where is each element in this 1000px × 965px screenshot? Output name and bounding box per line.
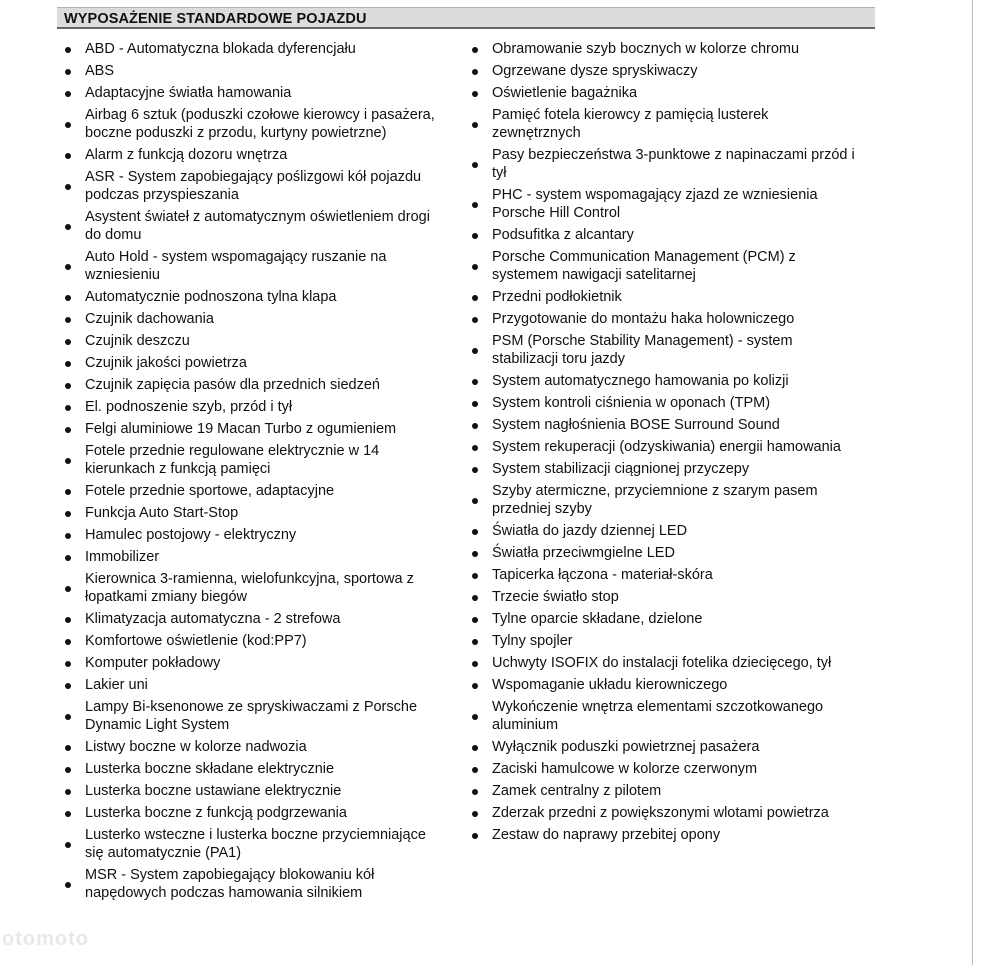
list-item-text: System automatycznego hamowania po kolizji [492,373,789,389]
bullet-icon [65,458,71,464]
list-item-text: Czujnik deszczu [85,333,190,349]
bullet-icon [472,833,478,839]
list-item [0,308,460,330]
list-item-text: Zestaw do naprawy przebitej opony [492,827,721,843]
bullet-icon [65,511,71,517]
page-edge-line [972,0,973,965]
bullet-icon [472,401,478,407]
list-item [407,758,867,780]
list-item [407,630,867,652]
list-item-text: Lusterka boczne ustawiane elektrycznie [85,783,342,799]
bullet-icon [65,489,71,495]
bullet-icon [472,661,478,667]
bullet-icon [472,767,478,773]
list-item [407,652,867,674]
bullet-icon [65,47,71,53]
list-item [407,104,867,144]
list-item [0,674,460,696]
list-item-text: Pasy bezpieczeństwa 3-punktowe z napinaczami przód i tył [492,147,855,181]
bullet-icon [472,379,478,385]
equipment-list-right [407,38,867,846]
list-item [407,184,867,224]
list-item-text: System nagłośnienia BOSE Surround Sound [492,417,780,433]
list-item [0,60,460,82]
bullet-icon [65,339,71,345]
bullet-icon [472,423,478,429]
list-item-text: Światła przeciwmgielne LED [492,545,675,561]
list-item [0,652,460,674]
list-item [0,82,460,104]
bullet-icon [472,47,478,53]
list-item [0,696,460,736]
bullet-icon [65,842,71,848]
list-item [0,396,460,418]
list-item [0,608,460,630]
bullet-icon [472,122,478,128]
list-item [0,758,460,780]
list-item [0,166,460,206]
list-item [0,480,460,502]
bullet-icon [472,467,478,473]
bullet-icon [472,595,478,601]
list-item-text: Lusterko wsteczne i lusterka boczne przyciemniające się automatycznie (PA1) [85,827,426,861]
bullet-icon [472,617,478,623]
list-item [0,246,460,286]
list-item [407,542,867,564]
list-item [0,206,460,246]
list-item [0,824,460,864]
list-item [0,568,460,608]
list-item-text: ABS [85,63,115,79]
list-item [407,586,867,608]
section-title: WYPOSAŻENIE STANDARDOWE POJAZDU [64,11,367,27]
list-item-text: PHC - system wspomagający zjazd ze wzniesienia Porsche Hill Control [492,187,818,221]
equipment-list-left [0,38,460,904]
list-item-text: Światła do jazdy dziennej LED [492,523,688,539]
list-item-text: Porsche Communication Management (PCM) z systemem nawigacji satelitarnej [492,249,796,283]
bullet-icon [472,498,478,504]
list-item-text: Wspomaganie układu kierowniczego [492,677,728,693]
watermark: otomoto [2,928,89,950]
list-item [0,802,460,824]
list-item-text: Lusterka boczne składane elektrycznie [85,761,335,777]
bullet-icon [65,153,71,159]
list-item [0,374,460,396]
bullet-icon [65,586,71,592]
list-item-text: Hamulec postojowy - elektryczny [85,527,297,543]
list-item-text: Ogrzewane dysze spryskiwaczy [492,63,698,79]
bullet-icon [65,714,71,720]
list-item [0,330,460,352]
list-item-text: Uchwyty ISOFIX do instalacji fotelika dziecięcego, tył [492,655,832,671]
list-item [407,370,867,392]
list-item [407,608,867,630]
bullet-icon [472,348,478,354]
list-item-text: Alarm z funkcją dozoru wnętrza [85,147,288,163]
list-item-text: MSR - System zapobiegający blokowaniu kół napędowych podczas hamowania silnikiem [85,867,375,901]
list-item [0,352,460,374]
list-item [0,736,460,758]
list-item-text: El. podnoszenie szyb, przód i tył [85,399,293,415]
list-item-text: Podsufitka z alcantary [492,227,634,243]
list-item-text: PSM (Porsche Stability Management) - system stabilizacji toru jazdy [492,333,793,367]
list-item-text: Wyłącznik poduszki powietrznej pasażera [492,739,760,755]
list-item [0,524,460,546]
list-item-text: Listwy boczne w kolorze nadwozia [85,739,307,755]
bullet-icon [65,555,71,561]
bullet-icon [65,405,71,411]
bullet-icon [472,551,478,557]
bullet-icon [472,69,478,75]
list-item-text: Asystent świateł z automatycznym oświetleniem drogi do domu [85,209,430,243]
section-header [57,7,875,29]
list-item-text: Lakier uni [85,677,148,693]
list-item-text: Pamięć fotela kierowcy z pamięcią lusterek zewnętrznych [492,107,769,141]
list-item-text: Tylny spojler [492,633,573,649]
bullet-icon [472,683,478,689]
list-item [407,414,867,436]
list-item-text: Zderzak przedni z powiększonymi wlotami powietrza [492,805,829,821]
bullet-icon [65,383,71,389]
bullet-icon [65,361,71,367]
list-item [407,480,867,520]
list-item-text: Auto Hold - system wspomagający ruszanie na wzniesieniu [85,249,387,283]
list-item-text: Czujnik zapięcia pasów dla przednich siedzeń [85,377,380,393]
list-item [407,308,867,330]
list-item-text: Automatycznie podnoszona tylna klapa [85,289,337,305]
bullet-icon [472,91,478,97]
list-item-text: System kontroli ciśnienia w oponach (TPM) [492,395,771,411]
list-item-text: Fotele przednie sportowe, adaptacyjne [85,483,335,499]
list-item-text: Szyby atermiczne, przyciemnione z szarym pasem przedniej szyby [492,483,818,517]
list-item [0,546,460,568]
bullet-icon [65,91,71,97]
list-item-text: Kierownica 3-ramienna, wielofunkcyjna, sportowa z łopatkami zmiany biegów [85,571,414,605]
list-item [0,38,460,60]
list-item-text: Lusterka boczne z funkcją podgrzewania [85,805,347,821]
list-item [407,224,867,246]
bullet-icon [65,317,71,323]
list-item [407,736,867,758]
list-item [407,38,867,60]
bullet-icon [65,184,71,190]
bullet-icon [65,811,71,817]
bullet-icon [472,811,478,817]
list-item-text: System rekuperacji (odzyskiwania) energii hamowania [492,439,841,455]
list-item-text: Zaciski hamulcowe w kolorze czerwonym [492,761,758,777]
list-item-text: Wykończenie wnętrza elementami szczotkowanego aluminium [492,699,824,733]
list-item-text: Adaptacyjne światła hamowania [85,85,292,101]
bullet-icon [472,529,478,535]
list-item-text: Obramowanie szyb bocznych w kolorze chromu [492,41,800,57]
list-item-text: Immobilizer [85,549,160,565]
bullet-icon [65,264,71,270]
list-item [407,392,867,414]
list-item [0,502,460,524]
bullet-icon [472,745,478,751]
list-item-text: Przedni podłokietnik [492,289,622,305]
list-item-text: Fotele przednie regulowane elektrycznie w 14 kierunkach z funkcją pamięci [85,443,380,477]
bullet-icon [472,639,478,645]
list-item [407,802,867,824]
bullet-icon [472,233,478,239]
list-item [407,436,867,458]
list-item [407,286,867,308]
bullet-icon [472,789,478,795]
list-item-text: ASR - System zapobiegający poślizgowi kół pojazdu podczas przyspieszania [85,169,422,203]
list-item-text: Komfortowe oświetlenie (kod:PP7) [85,633,307,649]
list-item [407,520,867,542]
list-item-text: Komputer pokładowy [85,655,221,671]
bullet-icon [472,202,478,208]
list-item [407,60,867,82]
bullet-icon [65,427,71,433]
list-item [407,458,867,480]
list-item-text: Zamek centralny z pilotem [492,783,662,799]
list-item-text: Tylne oparcie składane, dzielone [492,611,703,627]
bullet-icon [472,295,478,301]
list-item-text: Funkcja Auto Start-Stop [85,505,239,521]
list-item [0,780,460,802]
bullet-icon [65,789,71,795]
list-item [407,246,867,286]
list-item [407,564,867,586]
list-item [0,144,460,166]
list-item [407,696,867,736]
list-item [407,780,867,802]
list-item [407,330,867,370]
list-item [0,104,460,144]
list-item-text: Klimatyzacja automatyczna - 2 strefowa [85,611,341,627]
list-item [407,824,867,846]
bullet-icon [472,317,478,323]
bullet-icon [65,617,71,623]
list-item-text: Przygotowanie do montażu haka holowniczego [492,311,795,327]
list-item [0,630,460,652]
list-item [0,418,460,440]
bullet-icon [65,745,71,751]
bullet-icon [65,533,71,539]
bullet-icon [472,264,478,270]
list-item [407,82,867,104]
bullet-icon [472,714,478,720]
list-item-text: System stabilizacji ciągnionej przyczepy [492,461,750,477]
list-item-text: Trzecie światło stop [492,589,619,605]
bullet-icon [65,683,71,689]
bullet-icon [65,122,71,128]
bullet-icon [65,639,71,645]
bullet-icon [65,767,71,773]
list-item-text: Felgi aluminiowe 19 Macan Turbo z ogumieniem [85,421,397,437]
bullet-icon [65,224,71,230]
list-item [0,286,460,308]
list-item-text: Lampy Bi-ksenonowe ze spryskiwaczami z Porsche Dynamic Light System [85,699,418,733]
list-item-text: Airbag 6 sztuk (poduszki czołowe kierowcy i pasażera, boczne poduszki z przodu, kurtyny powietrzne) [85,107,435,141]
list-item-text: ABD - Automatyczna blokada dyferencjału [85,41,356,57]
list-item [407,674,867,696]
list-item-text: Czujnik jakości powietrza [85,355,247,371]
list-item [0,864,460,904]
bullet-icon [472,573,478,579]
bullet-icon [65,661,71,667]
list-item-text: Tapicerka łączona - materiał-skóra [492,567,713,583]
bullet-icon [472,445,478,451]
bullet-icon [65,882,71,888]
list-item [407,144,867,184]
bullet-icon [65,295,71,301]
list-item-text: Czujnik dachowania [85,311,214,327]
bullet-icon [65,69,71,75]
list-item [0,440,460,480]
list-item-text: Oświetlenie bagażnika [492,85,638,101]
bullet-icon [472,162,478,168]
